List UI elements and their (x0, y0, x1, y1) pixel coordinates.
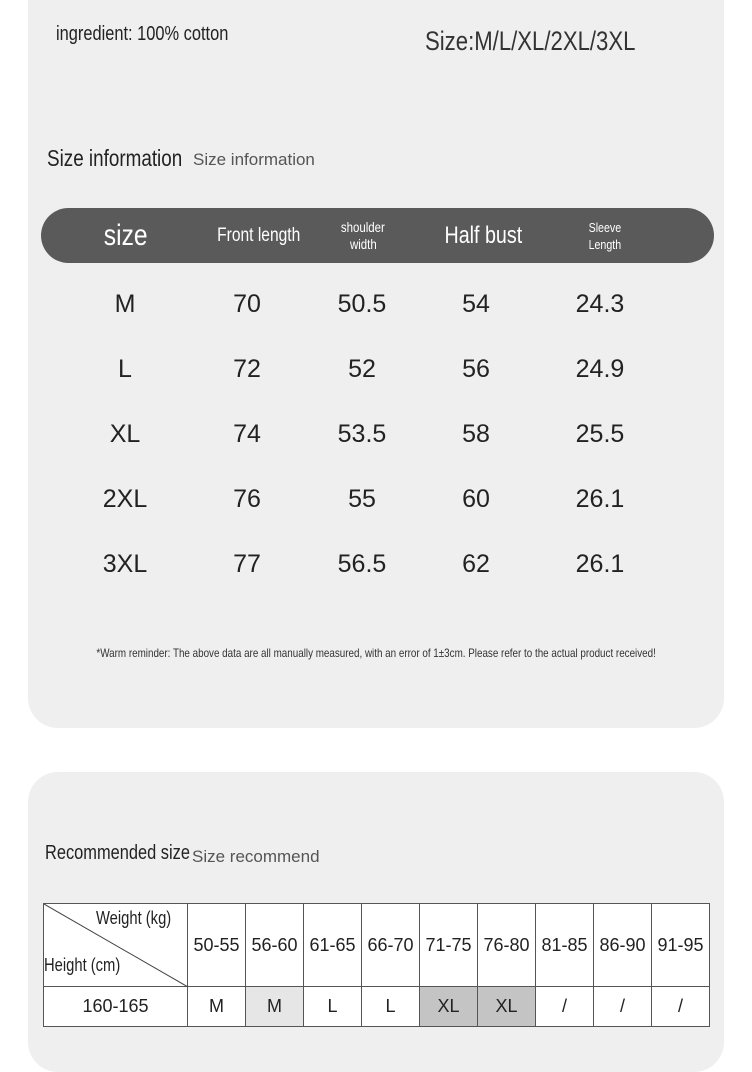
front-length-cell: 72 (233, 355, 261, 383)
weight-header-cell: 61-65 (304, 904, 362, 987)
size-info-subtitle: Size information (193, 150, 315, 169)
header-front-length: Front length (217, 224, 301, 246)
header-half-bust: Half bust (444, 221, 522, 249)
recommend-size-cell: L (362, 987, 420, 1027)
header-sleeve-length: Sleeve Length (588, 219, 622, 252)
sleeve-length-cell: 24.9 (575, 355, 625, 383)
available-sizes-text: Size:M/L/XL/2XL/3XL (425, 26, 636, 56)
size-cell: 2XL (102, 485, 148, 513)
size-cell: M (114, 290, 136, 318)
sleeve-length-cell: 25.5 (575, 420, 625, 448)
recommend-subtitle: Size recommend (192, 847, 320, 866)
front-length-cell: 76 (233, 485, 261, 513)
size-recommend-table (43, 903, 710, 1027)
header-shoulder-width: shoulder width (340, 218, 386, 252)
recommend-title: Recommended size (45, 842, 190, 864)
weight-header-cell: 91-95 (652, 904, 710, 987)
front-length-cell: 77 (233, 550, 261, 578)
weight-header-cell: 71-75 (420, 904, 478, 987)
weight-header-cell: 50-55 (188, 904, 246, 987)
front-length-cell: 70 (233, 290, 261, 318)
height-row (44, 987, 710, 1027)
weight-header-cell: 76-80 (478, 904, 536, 987)
shoulder-width-cell: 50.5 (337, 290, 387, 318)
size-table-header (41, 208, 714, 263)
half-bust-cell: 60 (462, 485, 490, 513)
shoulder-width-cell: 55 (348, 485, 376, 513)
weight-header-cell: 66-70 (362, 904, 420, 987)
height-range-cell: 160-165 (44, 987, 188, 1027)
half-bust-cell: 54 (462, 290, 490, 318)
header-size: size (104, 218, 148, 252)
sleeve-length-cell: 24.3 (575, 290, 625, 318)
recommend-size-cell: / (594, 987, 652, 1027)
shoulder-width-cell: 53.5 (337, 420, 387, 448)
height-axis-label: Height (cm) (44, 955, 121, 975)
recommend-size-cell: M (246, 987, 304, 1027)
size-cell: 3XL (102, 550, 148, 578)
size-cell: L (118, 355, 132, 383)
weight-header-cell: 56-60 (246, 904, 304, 987)
size-cell: XL (109, 420, 141, 448)
half-bust-cell: 58 (462, 420, 490, 448)
weight-header-row (44, 904, 710, 987)
recommend-size-cell: M (188, 987, 246, 1027)
recommend-size-cell: L (304, 987, 362, 1027)
size-info-title: Size information (47, 145, 183, 171)
shoulder-width-cell: 52 (348, 355, 376, 383)
recommend-size-cell: XL (478, 987, 536, 1027)
warm-reminder-note: *Warm reminder: The above data are all manually measured, with an error of 1±3cm. Please refer to the actual product received! (96, 646, 656, 660)
sleeve-length-cell: 26.1 (575, 550, 625, 578)
half-bust-cell: 62 (462, 550, 490, 578)
weight-header-cell: 86-90 (594, 904, 652, 987)
recommend-size-cell: / (652, 987, 710, 1027)
shoulder-width-cell: 56.5 (337, 550, 387, 578)
recommend-size-cell: XL (420, 987, 478, 1027)
weight-header-cell: 81-85 (536, 904, 594, 987)
half-bust-cell: 56 (462, 355, 490, 383)
weight-axis-label: Weight (kg) (96, 908, 172, 928)
front-length-cell: 74 (233, 420, 261, 448)
ingredient-text: ingredient: 100% cotton (56, 23, 229, 45)
sleeve-length-cell: 26.1 (575, 485, 625, 513)
recommend-size-cell: / (536, 987, 594, 1027)
corner-cell (44, 904, 188, 987)
